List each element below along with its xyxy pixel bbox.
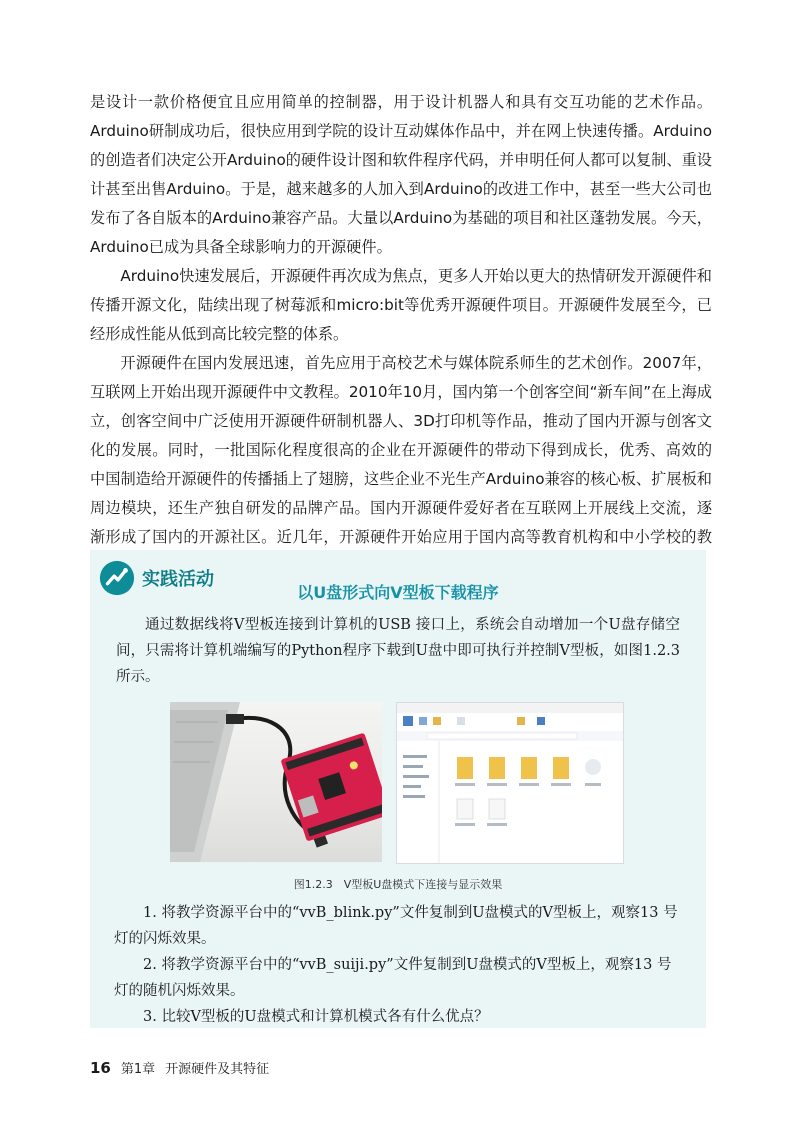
question-list xyxy=(114,900,684,1030)
activity-intro xyxy=(116,612,680,690)
paragraph-1: 是设计一款价格便宜且应用简单的控制器，用于设计机器人和具有交互功能的艺术作品。Arduino研制成功后，很快应用到学院的设计互动媒体作品中，并在网上快速传播。Arduino的创造者们决定公开Arduino的硬件设计图和软件程序代码，并申明任何人都可以复制、重设计甚至出售Arduino。于是，越来越多的人加入到Arduino的改进工作中，甚至一些大公司也发布了各自版本的Arduino兼容产品。大量以Arduino为基础的项目和社区蓬勃发展。今天，Arduino已成为具备全球影响力的开源硬件。 xyxy=(90,93,712,256)
file-explorer-illustration xyxy=(397,703,623,863)
board-photo xyxy=(170,702,382,862)
chapter-label: 第1章 xyxy=(120,1062,156,1077)
paragraph-3: 开源硬件在国内发展迅速，首先应用于高校艺术与媒体院系师生的艺术创作。2007年，互联网上开始出现开源硬件中文教程。2010年10月，国内第一个创客空间“新车间”在上海成立，创客空间中广泛使用开源硬件研制机器人、3D打印机等作品，推动了国内开源与创客文化的发展。同时，一批国际化程度很高的企业在开源硬件的带动下得到成长，优秀、高效的中国制造给开源硬件的传播插上了翅膀，这些企业不光生产Arduino兼容的核心板、扩展板和周边模块，还生产独自研发的品牌产品。国内开源硬件爱好者在互联网上开展线上交流，逐渐形成了国内的开源社区。近几年，开源硬件开始应用于国内高等教育机构和中小学校的教 xyxy=(90,354,712,546)
activity-title: 以U盘形式向V型板下载程序 xyxy=(297,583,499,602)
question-item: 1. 将教学资源平台中的“vvB_blink.py”文件复制到U盘模式的V型板上，观察13 号灯的闪烁效果。 xyxy=(114,905,678,947)
activity-intro-text: 通过数据线将V型板连接到计算机的USB 接口上，系统会自动增加一个U盘存储空间，只需将计算机端编写的Python程序下载到U盘中即可执行并控制V型板，如图1.2.3所示。 xyxy=(116,617,680,685)
question-item: 3. 比较V型板的U盘模式和计算机模式各有什么优点？ xyxy=(143,1009,489,1025)
page-footer xyxy=(90,1058,269,1077)
board-photo-illustration xyxy=(170,702,382,862)
page-number: 16 xyxy=(90,1059,111,1077)
figure-caption: 图1.2.3 V型板U盘模式下连接与显示效果 xyxy=(293,878,503,891)
question-item: 2. 将教学资源平台中的“vvB_suiji.py”文件复制到U盘模式的V型板上，观察13 号灯的随机闪烁效果。 xyxy=(114,957,672,999)
file-explorer-screenshot xyxy=(396,702,624,864)
chapter-title: 开源硬件及其特征 xyxy=(165,1062,270,1077)
paragraph-2: Arduino快速发展后，开源硬件再次成为焦点，更多人开始以更大的热情研发开源硬件和传播开源文化，陆续出现了树莓派和micro:bit等优秀开源硬件项目。开源硬件发展至今，已经形成性能从低到高比较完整的体系。 xyxy=(90,267,712,343)
body-text xyxy=(90,88,712,581)
activity-label: 实践活动 xyxy=(142,569,214,590)
activity-box xyxy=(90,550,706,1028)
